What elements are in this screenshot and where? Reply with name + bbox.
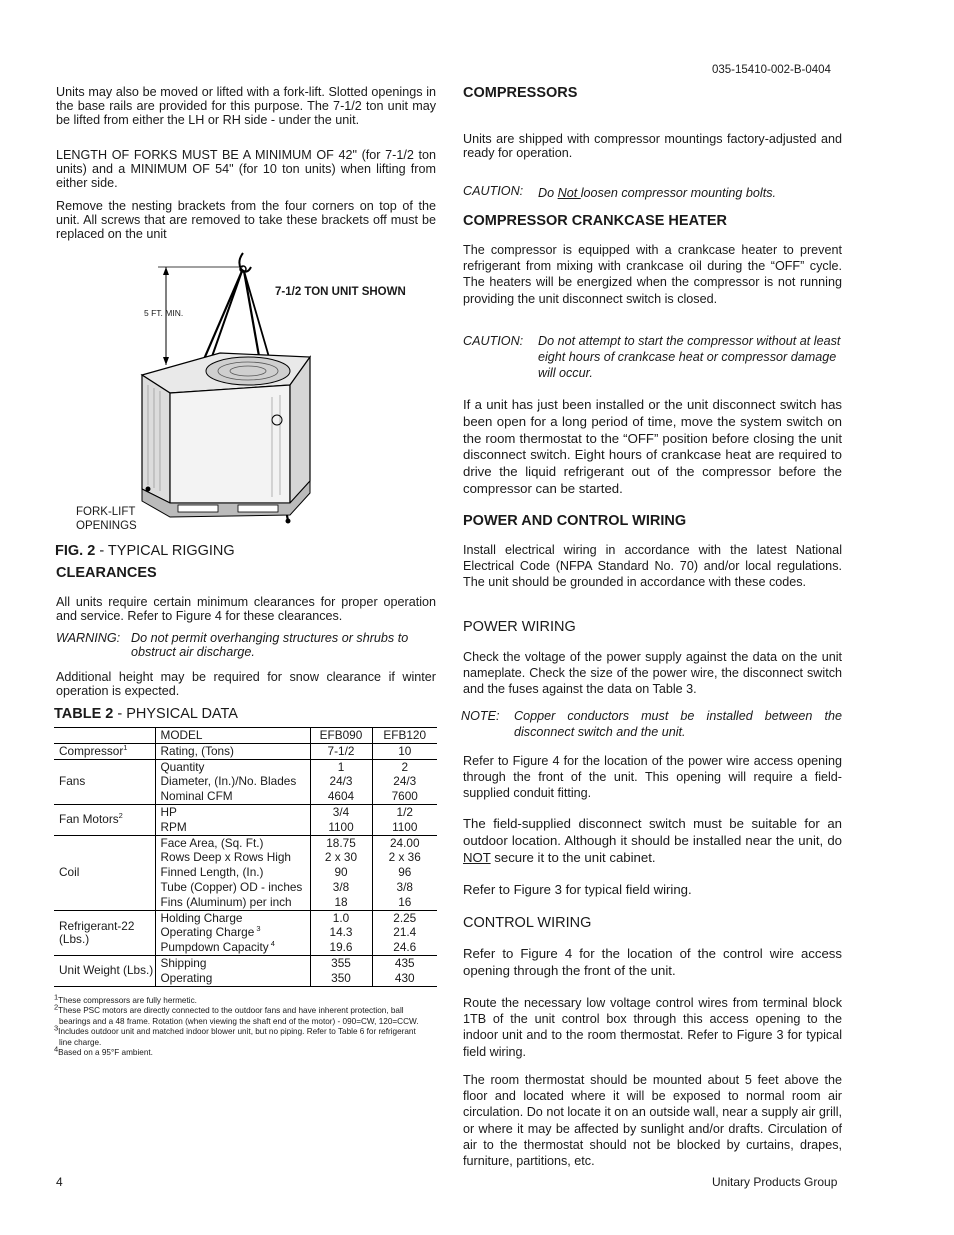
outdoor-switch-not: NOT [463, 849, 491, 865]
table-label-cell: Operating Charge $^3$ [155, 925, 310, 940]
table-label-cell: Tube (Copper) OD - inches [155, 880, 310, 895]
crankcase-caution-label: CAUTION: [463, 334, 524, 348]
header-blank [54, 728, 155, 743]
figure-caption [55, 543, 235, 559]
table-label-cell: Operating [155, 971, 310, 986]
nesting-brackets-paragraph: Remove the nesting brackets from the four corners on top of the unit. All screws that are removed to take these brackets off must be replaced on the unit [56, 199, 436, 242]
table-efb090-cell: 2 x 30 [310, 850, 372, 865]
header-model: MODEL [155, 728, 310, 743]
table-label-cell: Rating, (Tons) [155, 743, 310, 759]
table-footnote: $^1$These compressors are fully hermetic. [54, 992, 197, 1005]
compressors-heading: COMPRESSORS [463, 85, 578, 101]
table-footnote: $^3$Includes outdoor unit and matched indoor blower unit, but no piping. Refer to Table 6 for refrigerant line charge. [54, 1023, 416, 1047]
table-label-cell: Holding Charge [155, 910, 310, 925]
table-category-cell: Coil [54, 835, 155, 910]
table-category-cell: Fans [54, 759, 155, 804]
table-efb090-cell: 19.6 [310, 940, 372, 955]
table-label-cell: Quantity [155, 759, 310, 774]
table-label-cell: HP [155, 804, 310, 819]
table-row [54, 743, 437, 759]
table-efb120-cell: 435 [372, 955, 437, 970]
table-label-cell: RPM [155, 820, 310, 835]
table-label-cell: Diameter, (In.)/No. Blades [155, 774, 310, 789]
figure-caption-title: - TYPICAL RIGGING [95, 543, 235, 559]
table-label-cell: Rows Deep x Rows High [155, 850, 310, 865]
caution-text-post: loosen compressor mounting bolts. [580, 186, 777, 200]
power-wiring-heading: POWER WIRING [463, 619, 576, 635]
table-efb090-cell: 3/8 [310, 880, 372, 895]
table-category-cell: Fan Motors$^2$ [54, 804, 155, 835]
table-efb090-cell: 1 [310, 759, 372, 774]
table-header-row [54, 728, 437, 743]
table-category-cell: Refrigerant-22 (Lbs.) [54, 910, 155, 955]
table-efb090-cell: 1100 [310, 820, 372, 835]
control-wiring-heading: CONTROL WIRING [463, 915, 592, 931]
table-row [54, 835, 437, 850]
table-efb090-cell: 355 [310, 955, 372, 970]
power-control-wiring-heading: POWER AND CONTROL WIRING [463, 513, 687, 529]
table-efb120-cell: 24.6 [372, 940, 437, 955]
warning-text: Do not permit overhanging structures or shrubs to obstruct air discharge. [131, 631, 409, 659]
table-label-cell: Finned Length, (In.) [155, 865, 310, 880]
table-efb120-cell: 24.00 [372, 835, 437, 850]
figure-caption-number: FIG. 2 [55, 543, 96, 559]
outdoor-switch-post: secure it to the unit cabinet. [490, 849, 656, 865]
rigging-figure [130, 245, 440, 545]
clearances-heading: CLEARANCES [56, 565, 157, 581]
compressor-caution [463, 183, 842, 201]
table-efb090-cell: 4604 [310, 789, 372, 804]
table-footnotes [54, 992, 426, 1058]
copper-note [461, 708, 842, 742]
table-efb120-cell: 21.4 [372, 925, 437, 940]
table-efb120-cell: 2 [372, 759, 437, 774]
control-access-paragraph: Refer to Figure 4 for the location of the control wire access opening through the front of the unit. [463, 946, 842, 978]
unit-shown-label: 7-1/2 TON UNIT SHOWN [275, 286, 406, 298]
table-efb090-cell: 1.0 [310, 910, 372, 925]
snow-clearance-paragraph: Additional height may be required for snow clearance if winter operation is expected. [56, 670, 436, 699]
table-label-cell: Nominal CFM [155, 789, 310, 804]
table-category-cell: Unit Weight (Lbs.) [59, 963, 154, 978]
height-dimension-label: 5 FT. MIN. [144, 308, 184, 318]
table-label-cell: Face Area, (Sq. Ft.) [155, 835, 310, 850]
fork-length-paragraph: LENGTH OF FORKS MUST BE A MINIMUM OF 42" (for 7-1/2 ton units) and a MINIMUM OF 54" (for 10 ton units) when lifting from either side. [56, 148, 436, 191]
low-voltage-paragraph: Route the necessary low voltage control wires from terminal block 1TB of the unit control box through this access opening to the indoor unit and to the room thermostat. Refer to Figure 3 for typical field wiring. [463, 996, 842, 1059]
outdoor-switch-pre: The field-supplied disconnect switch must be suitable for an outdoor location. Although it should be installed near the unit, do [463, 816, 842, 848]
table-efb120-cell: 2 x 36 [372, 850, 437, 865]
table-category-cell: Compressor$^1$ [54, 743, 155, 759]
note-text: Copper conductors must be installed between the disconnect switch and the unit. [514, 709, 842, 740]
power-supply-paragraph: Check the voltage of the power supply against the data on the unit nameplate. Check the size of the power wire, the disconnect switch and the fuses against the data on Table 3. [463, 650, 842, 697]
table-caption-title: - PHYSICAL DATA [113, 706, 238, 722]
table-efb090-cell: 24/3 [310, 774, 372, 789]
table-caption-number: TABLE 2 [54, 706, 114, 722]
caution-text [538, 185, 776, 201]
warning-label: WARNING: [56, 631, 121, 645]
crankcase-heater-heading: COMPRESSOR CRANKCASE HEATER [463, 213, 727, 229]
caution-label: CAUTION: [463, 184, 524, 198]
header-efb090: EFB090 [310, 728, 372, 743]
disconnect-switch-paragraph: If a unit has just been installed or the unit disconnect switch has been open for a long period of time, move the system switch on the room thermostat to the “OFF” position before closing the unit disconnect switch. Eight hours of crankcase heat are required to drive the liquid refrigerant out of the compressor before the compressor can be started. [463, 397, 842, 496]
warning-note [56, 631, 438, 661]
table-row [54, 955, 437, 970]
table-efb120-cell: 1100 [372, 820, 437, 835]
crankcase-paragraph: The compressor is equipped with a crankcase heater to prevent refrigerant from mixing with crankcase oil during the “OFF” cycle. The heaters will be energized when the compressor is not running providing the unit disconnect switch is closed. [463, 243, 842, 306]
forklift-paragraph: Units may also be moved or lifted with a fork-lift. Slotted openings in the base rails are provided for this purpose. The 7-1/2 ton unit may be lifted from either the LH or RH side - under the unit. [56, 85, 436, 128]
table-efb090-cell: 7-1/2 [310, 743, 372, 759]
forklift-openings-label [76, 506, 137, 533]
footer-company: Unitary Products Group [712, 1175, 838, 1189]
table-row [54, 910, 437, 925]
electrical-code-paragraph: Install electrical wiring in accordance with the latest National Electrical Code (NFPA Standard No. 70) and/or local regulations. The unit should be grounded in accordance with these codes. [463, 543, 842, 590]
table-efb120-cell: 430 [372, 971, 437, 986]
table-caption [54, 706, 238, 722]
table-efb090-cell: 90 [310, 865, 372, 880]
table-efb120-cell: 3/8 [372, 880, 437, 895]
thermostat-paragraph: The room thermostat should be mounted about 5 feet above the floor and located where it will be exposed to normal room air circulation. Do not locate it on an outside wall, near a supply air grill, or where it may be affected by sunlight and/or drafts. Circulation of air to the thermostat should not be blocked by curtains, drapes, furniture, partitions, etc. [463, 1073, 842, 1169]
page-number: 4 [56, 1175, 63, 1189]
table-efb090-cell: 350 [310, 971, 372, 986]
crankcase-caution-text: Do not attempt to start the compressor without at least eight hours of crankcase heat or compressor damage will occur. [538, 334, 841, 381]
caution-text-not: Not [557, 186, 581, 200]
field-wiring-reference: Refer to Figure 3 for typical field wiring. [463, 882, 692, 897]
power-access-paragraph: Refer to Figure 4 for the location of the power wire access opening through the front of the unit. This opening will require a field-supplied conduit fitting. [463, 754, 842, 801]
table-efb120-cell: 10 [372, 743, 437, 759]
table-row [54, 759, 437, 774]
document-number: 035-15410-002-B-0404 [712, 64, 831, 76]
table-row [54, 804, 437, 819]
table-efb120-cell: 24/3 [372, 774, 437, 789]
table-footnote: $^2$These PSC motors are directly connected to the outdoor fans and have inherent protection, ball bearings and a 48 frame. Rotation (when viewing the shaft end of the motor) - 090=CW, 120=CCW. [54, 1002, 419, 1026]
table-label-cell: Fins (Aluminum) per inch [155, 895, 310, 910]
clearances-paragraph: All units require certain minimum clearances for proper operation and service. Refer to Figure 4 for these clearances. [56, 595, 436, 624]
crankcase-caution [463, 333, 842, 383]
table-efb120-cell: 96 [372, 865, 437, 880]
outdoor-switch-paragraph [463, 816, 842, 866]
compressors-paragraph: Units are shipped with compressor mountings factory-adjusted and ready for operation. [463, 132, 842, 161]
table-efb090-cell: 14.3 [310, 925, 372, 940]
table-efb090-cell: 18.75 [310, 835, 372, 850]
forklift-label-line2: OPENINGS [76, 519, 137, 532]
table-efb120-cell: 7600 [372, 789, 437, 804]
table-efb120-cell: 2.25 [372, 910, 437, 925]
physical-data-table [54, 728, 437, 986]
table-efb090-cell: 18 [310, 895, 372, 910]
table-efb090-cell: 3/4 [310, 804, 372, 819]
forklift-label-line1: FORK-LIFT [76, 506, 136, 518]
table-label-cell: Shipping [155, 955, 310, 970]
note-label: NOTE: [461, 709, 500, 723]
caution-text-pre: Do [538, 186, 558, 200]
header-efb120: EFB120 [372, 728, 437, 743]
table-footnote: $^4$Based on a 95°F ambient. [54, 1044, 153, 1058]
table-efb120-cell: 16 [372, 895, 437, 910]
table-label-cell: Pumpdown Capacity $^4$ [155, 940, 310, 955]
table-efb120-cell: 1/2 [372, 804, 437, 819]
physical-data-table-wrap [54, 727, 437, 987]
